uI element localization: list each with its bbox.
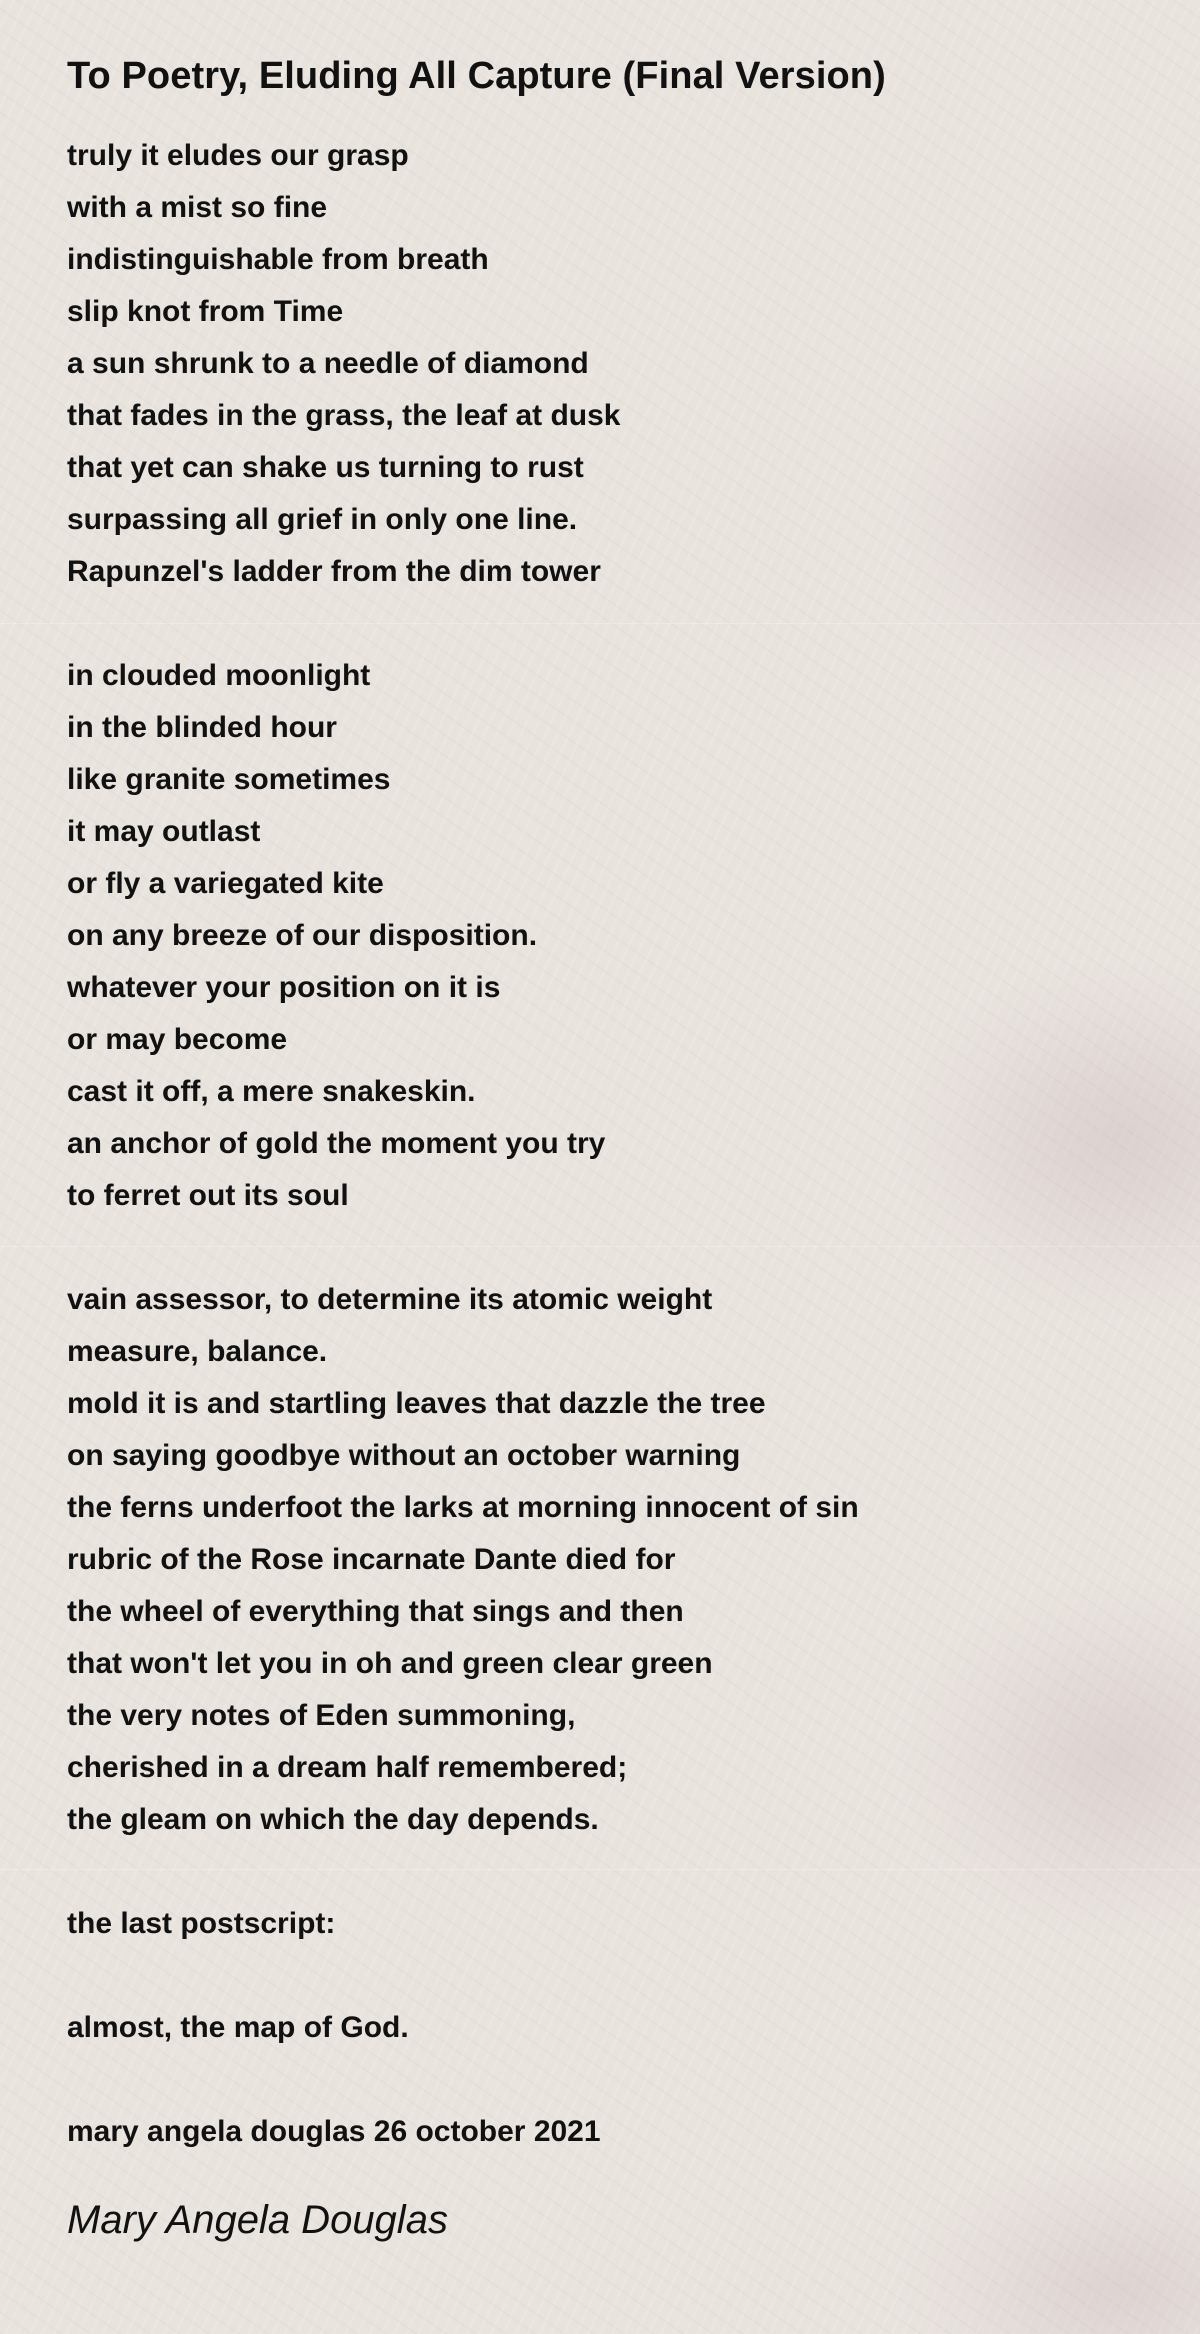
poem-line: on saying goodbye without an october warning bbox=[67, 1439, 741, 1472]
poem-line: indistinguishable from breath bbox=[67, 243, 489, 276]
poem-line: that won't let you in oh and green clear green bbox=[67, 1647, 713, 1680]
stanza-break bbox=[67, 2054, 1147, 2106]
stanza-break bbox=[67, 1950, 1147, 2002]
poem-line: whatever your position on it is bbox=[67, 971, 501, 1004]
poem-line: mary angela douglas 26 october 2021 bbox=[67, 2115, 601, 2148]
poem-line: like granite sometimes bbox=[67, 763, 391, 796]
stanza-break bbox=[67, 1222, 1147, 1274]
poem-line: Rapunzel's ladder from the dim tower bbox=[67, 555, 601, 588]
poem-line: or may become bbox=[67, 1023, 288, 1056]
poem-title: To Poetry, Eluding All Capture (Final Version) bbox=[67, 55, 886, 97]
poem-line: mold it is and startling leaves that dazzle the tree bbox=[67, 1387, 766, 1420]
poem-author: Mary Angela Douglas bbox=[67, 2198, 448, 2242]
poem-line: rubric of the Rose incarnate Dante died for bbox=[67, 1543, 676, 1576]
poem-line: to ferret out its soul bbox=[67, 1179, 349, 1212]
poem-line: vain assessor, to determine its atomic weight bbox=[67, 1283, 713, 1316]
poem-line: in the blinded hour bbox=[67, 711, 337, 744]
poem-card bbox=[67, 48, 1147, 2248]
poem-line: the wheel of everything that sings and then bbox=[67, 1595, 684, 1628]
poem-line: cherished in a dream half remembered; bbox=[67, 1751, 628, 1784]
poem-line: on any breeze of our disposition. bbox=[67, 919, 538, 952]
poem-line: in clouded moonlight bbox=[67, 659, 371, 692]
poem-line: the last postscript: bbox=[67, 1907, 336, 1940]
poem-line: slip knot from Time bbox=[67, 295, 344, 328]
poem-body bbox=[67, 130, 1147, 2158]
poem-line: cast it off, a mere snakeskin. bbox=[67, 1075, 476, 1108]
poem-line: almost, the map of God. bbox=[67, 2011, 409, 2044]
poem-line: an anchor of gold the moment you try bbox=[67, 1127, 606, 1160]
poem-line: the ferns underfoot the larks at morning innocent of sin bbox=[67, 1491, 859, 1524]
poem-line: that fades in the grass, the leaf at dusk bbox=[67, 399, 621, 432]
poem-line: measure, balance. bbox=[67, 1335, 328, 1368]
stanza-break bbox=[67, 598, 1147, 650]
poem-line: truly it eludes our grasp bbox=[67, 139, 409, 172]
poem-line: a sun shrunk to a needle of diamond bbox=[67, 347, 589, 380]
poem-line: it may outlast bbox=[67, 815, 261, 848]
stanza-break bbox=[67, 1846, 1147, 1898]
poem-line: the gleam on which the day depends. bbox=[67, 1803, 599, 1836]
poem-line: that yet can shake us turning to rust bbox=[67, 451, 584, 484]
poem-line: with a mist so fine bbox=[67, 191, 328, 224]
poem-line: the very notes of Eden summoning, bbox=[67, 1699, 576, 1732]
poem-line: or fly a variegated kite bbox=[67, 867, 384, 900]
poem-line: surpassing all grief in only one line. bbox=[67, 503, 578, 536]
